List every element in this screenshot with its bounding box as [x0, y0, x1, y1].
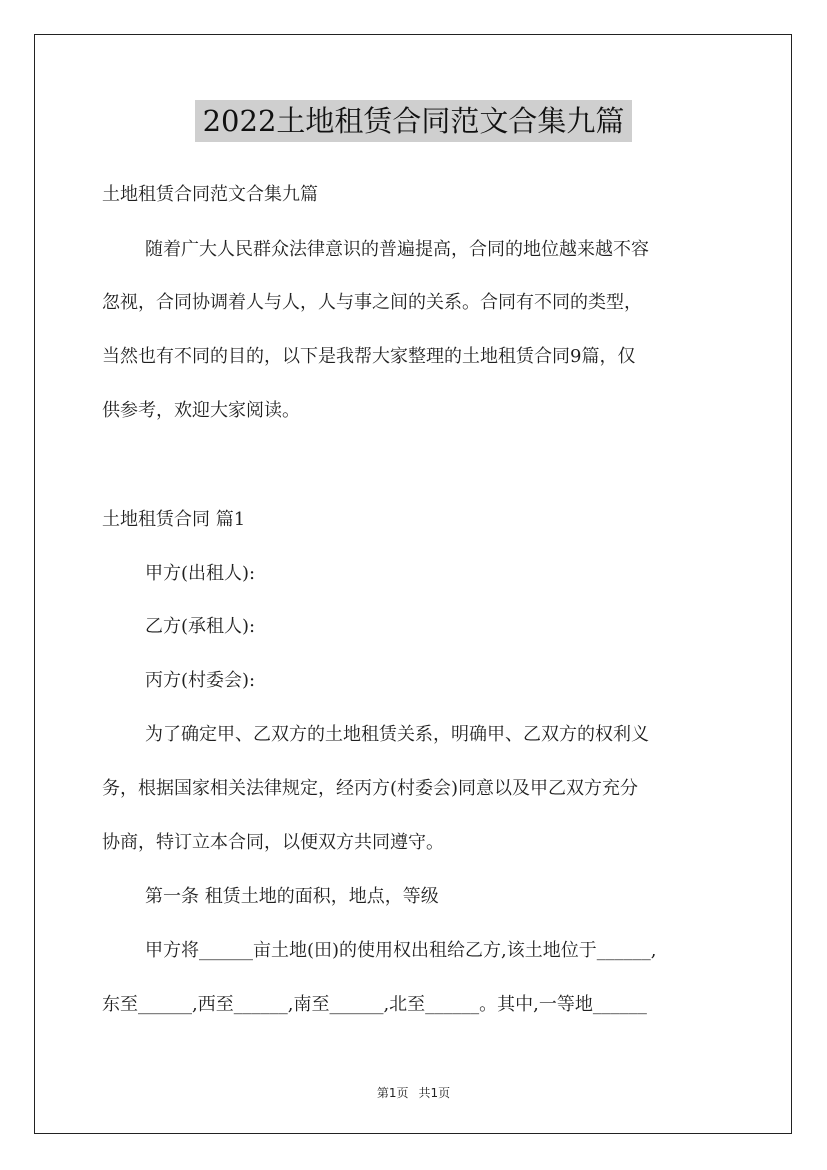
page-number: 第1页	[376, 1086, 409, 1100]
party-b-line: 乙方(承租人):	[145, 616, 256, 637]
document-title: 2022土地租赁合同范文合集九篇	[195, 100, 632, 142]
party-c-line: 丙方(村委会):	[145, 670, 256, 691]
purpose-line: 为了确定甲、乙双方的土地租赁关系，明确甲、乙双方的权利义	[145, 724, 649, 745]
party-a-line: 甲方(出租人):	[145, 563, 256, 584]
section-heading: 土地租赁合同 篇1	[102, 509, 246, 530]
page-total: 共1页	[418, 1086, 451, 1100]
document-subtitle: 土地租赁合同范文合集九篇	[102, 184, 318, 205]
purpose-line: 务，根据国家相关法律规定，经丙方(村委会)同意以及甲乙双方充分	[102, 778, 639, 799]
page-footer	[0, 1084, 827, 1101]
article-1-line: 东至______,西至______,南至______,北至______。其中,一等地______	[102, 994, 647, 1015]
intro-line: 当然也有不同的目的，以下是我帮大家整理的土地租赁合同9篇，仅	[102, 346, 636, 367]
purpose-line: 协商，特订立本合同，以便双方共同遵守。	[102, 832, 444, 853]
intro-line: 忽视，合同协调着人与人，人与事之间的关系。合同有不同的类型，	[102, 292, 642, 313]
article-1-line: 甲方将______亩土地(田)的使用权出租给乙方,该土地位于______,	[145, 940, 657, 961]
intro-line: 随着广大人民群众法律意识的普遍提高，合同的地位越来越不容	[145, 239, 649, 260]
intro-line: 供参考，欢迎大家阅读。	[102, 400, 300, 421]
article-1-heading: 第一条 租赁土地的面积，地点，等级	[145, 886, 439, 907]
